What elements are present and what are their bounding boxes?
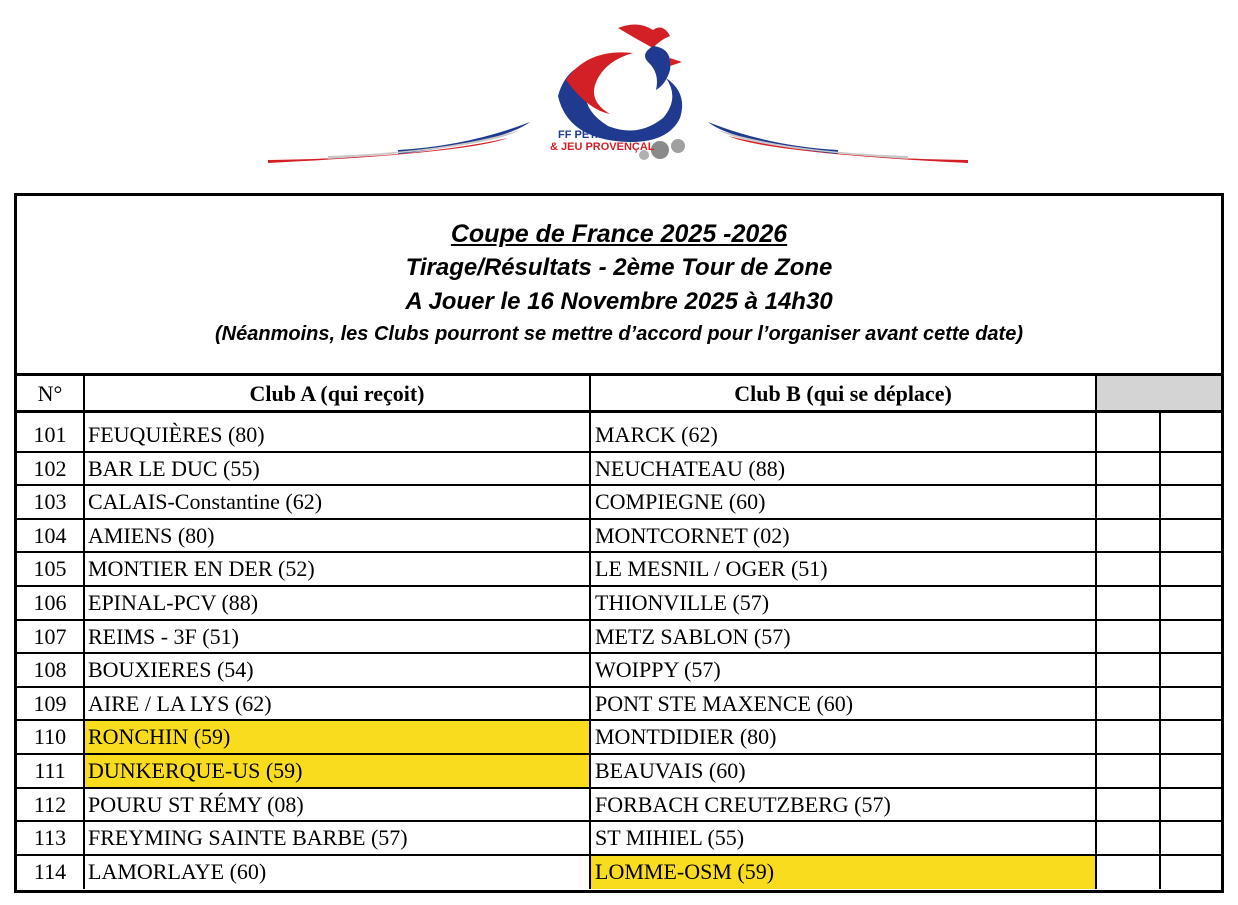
score-a-cell	[1097, 789, 1161, 823]
score-a-cell	[1097, 587, 1161, 621]
scheduling-note: (Néanmoins, les Clubs pourront se mettre d’accord pour l’organiser avant cette date)	[215, 323, 1023, 345]
score-a-cell	[1097, 486, 1161, 520]
club-a-cell: AIRE / LA LYS (62)	[85, 688, 591, 722]
match-number: 107	[17, 621, 85, 655]
club-a-cell: BAR LE DUC (55)	[85, 453, 591, 487]
score-b-cell	[1161, 587, 1221, 621]
page-title: Coupe de France 2025 -2026	[450, 220, 788, 248]
logo-boule-2	[671, 139, 685, 153]
score-b-cell	[1161, 520, 1221, 554]
club-b-cell: COMPIEGNE (60)	[591, 486, 1097, 520]
table-header-row	[17, 376, 1221, 413]
page-subtitle: Tirage/Résultats - 2ème Tour de Zone	[405, 254, 833, 281]
logo-text-line1: FF PETANQUE	[558, 129, 635, 141]
club-a-cell: RONCHIN (59)	[85, 721, 591, 755]
table-row	[17, 520, 1221, 554]
club-b-cell: BEAUVAIS (60)	[591, 755, 1097, 789]
club-a-cell: FEUQUIÈRES (80)	[85, 419, 591, 453]
score-b-cell	[1161, 453, 1221, 487]
table-row	[17, 721, 1221, 755]
score-b-cell	[1161, 688, 1221, 722]
club-a-cell: DUNKERQUE-US (59)	[85, 755, 591, 789]
club-b-cell: PONT STE MAXENCE (60)	[591, 688, 1097, 722]
score-b-cell	[1161, 419, 1221, 453]
column-header-club-b: Club B (qui se déplace)	[591, 376, 1097, 413]
score-b-cell	[1161, 822, 1221, 856]
club-a-cell: FREYMING SAINTE BARBE (57)	[85, 822, 591, 856]
match-number: 114	[17, 856, 85, 890]
draw-results-table	[14, 193, 1224, 893]
club-b-cell: THIONVILLE (57)	[591, 587, 1097, 621]
score-a-cell	[1097, 822, 1161, 856]
score-a-cell	[1097, 453, 1161, 487]
table-row	[17, 553, 1221, 587]
match-number: 111	[17, 755, 85, 789]
club-a-cell: MONTIER EN DER (52)	[85, 553, 591, 587]
table-row	[17, 755, 1221, 789]
club-a-cell: LAMORLAYE (60)	[85, 856, 591, 890]
logo-rooster-head	[645, 46, 670, 90]
ff-petanque-logo	[268, 18, 968, 168]
logo-swoosh-left-grey	[328, 130, 520, 159]
score-b-cell	[1161, 654, 1221, 688]
club-b-cell: MARCK (62)	[591, 419, 1097, 453]
match-number: 103	[17, 486, 85, 520]
score-a-cell	[1097, 688, 1161, 722]
match-number: 112	[17, 789, 85, 823]
table-row	[17, 822, 1221, 856]
score-a-cell	[1097, 553, 1161, 587]
table-row	[17, 486, 1221, 520]
club-b-cell: MONTCORNET (02)	[591, 520, 1097, 554]
score-b-cell	[1161, 553, 1221, 587]
match-number: 104	[17, 520, 85, 554]
match-number: 106	[17, 587, 85, 621]
match-number: 113	[17, 822, 85, 856]
score-a-cell	[1097, 654, 1161, 688]
club-b-cell: FORBACH CREUTZBERG (57)	[591, 789, 1097, 823]
score-a-cell	[1097, 621, 1161, 655]
score-b-cell	[1161, 755, 1221, 789]
score-a-cell	[1097, 520, 1161, 554]
club-b-cell: LE MESNIL / OGER (51)	[591, 553, 1097, 587]
club-b-cell: ST MIHIEL (55)	[591, 822, 1097, 856]
club-a-cell: POURU ST RÉMY (08)	[85, 789, 591, 823]
score-a-cell	[1097, 419, 1161, 453]
logo-text-line2: & JEU PROVENÇAL	[550, 141, 655, 153]
score-a-cell	[1097, 721, 1161, 755]
match-number: 102	[17, 453, 85, 487]
score-b-cell	[1161, 486, 1221, 520]
match-date: A Jouer le 16 Novembre 2025 à 14h30	[405, 288, 833, 315]
match-number: 108	[17, 654, 85, 688]
club-b-cell: METZ SABLON (57)	[591, 621, 1097, 655]
score-b-cell	[1161, 856, 1221, 890]
club-b-cell: MONTDIDIER (80)	[591, 721, 1097, 755]
table-row	[17, 419, 1221, 453]
club-a-cell: BOUXIERES (54)	[85, 654, 591, 688]
table-row	[17, 688, 1221, 722]
club-b-cell: NEUCHATEAU (88)	[591, 453, 1097, 487]
table-row	[17, 789, 1221, 823]
match-number: 109	[17, 688, 85, 722]
title-block	[17, 196, 1221, 376]
table-row	[17, 453, 1221, 487]
logo-swoosh-left-blue	[398, 122, 530, 154]
score-b-cell	[1161, 789, 1221, 823]
match-grid	[17, 376, 1221, 890]
match-number: 110	[17, 721, 85, 755]
logo-rooster-beak	[670, 58, 682, 66]
club-a-cell: EPINAL-PCV (88)	[85, 587, 591, 621]
column-header-num: N°	[17, 376, 85, 413]
score-b-cell	[1161, 621, 1221, 655]
score-a-cell	[1097, 856, 1161, 890]
score-a-cell	[1097, 755, 1161, 789]
club-b-cell: LOMME-OSM (59)	[591, 856, 1097, 890]
logo-rooster-comb	[618, 24, 670, 48]
club-a-cell: AMIENS (80)	[85, 520, 591, 554]
logo-swoosh-right-blue	[708, 122, 838, 154]
table-row	[17, 654, 1221, 688]
table-row	[17, 587, 1221, 621]
club-a-cell: CALAIS-Constantine (62)	[85, 486, 591, 520]
match-number: 101	[17, 419, 85, 453]
score-b-cell	[1161, 721, 1221, 755]
match-number: 105	[17, 553, 85, 587]
column-header-club-a: Club A (qui reçoit)	[85, 376, 591, 413]
club-a-cell: REIMS - 3F (51)	[85, 621, 591, 655]
logo-swoosh-right-grey	[718, 130, 908, 159]
column-header-score	[1097, 376, 1221, 413]
table-row	[17, 856, 1221, 890]
table-row	[17, 621, 1221, 655]
club-b-cell: WOIPPY (57)	[591, 654, 1097, 688]
